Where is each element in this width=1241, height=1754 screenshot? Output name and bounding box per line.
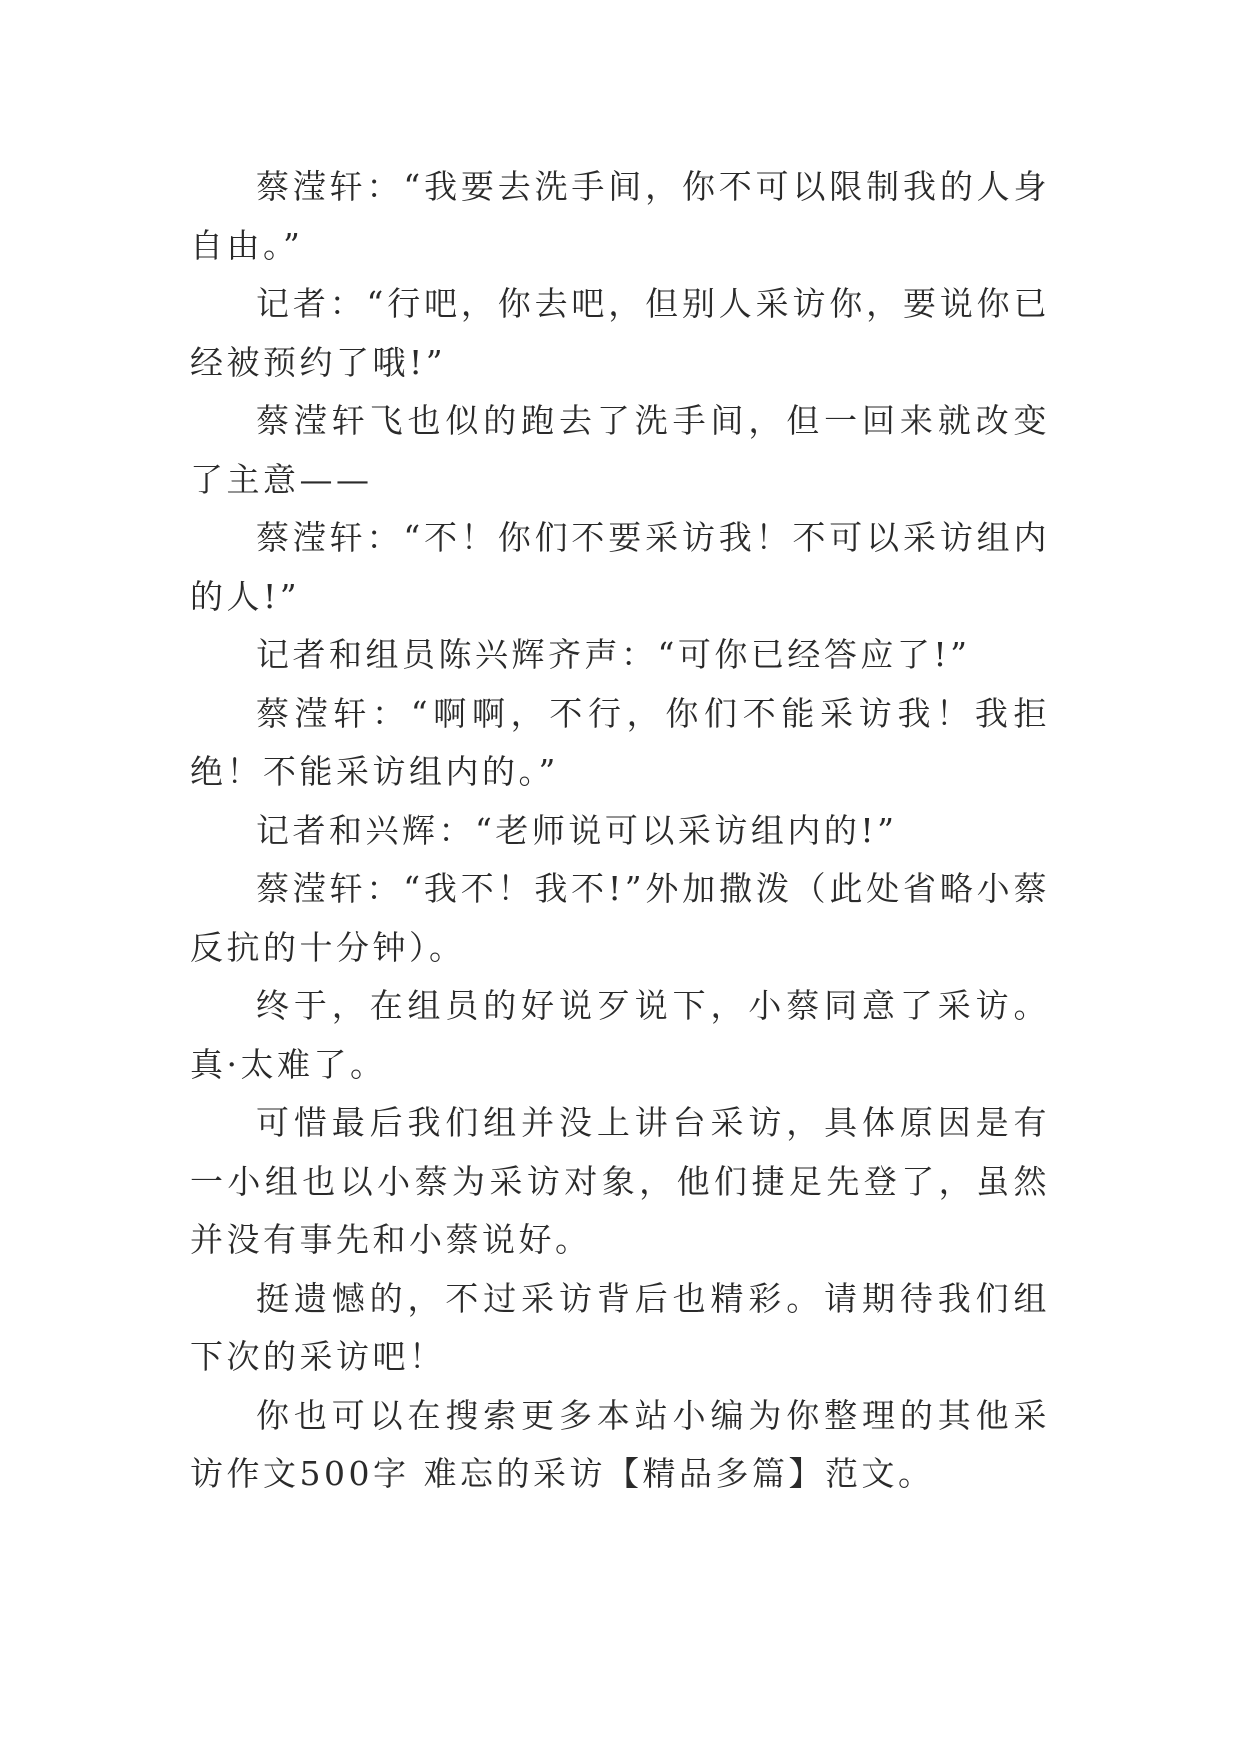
paragraph: 挺遗憾的，不过采访背后也精彩。请期待我们组下次的采访吧！ (190, 1278, 1050, 1376)
paragraph: 记者和组员陈兴辉齐声：“可你已经答应了!” (256, 635, 971, 674)
paragraph: 蔡滢轩：“我不！我不!”外加撒泼（此处省略小蔡反抗的十分钟）。 (190, 869, 1050, 967)
paragraph: 记者：“行吧，你去吧，但别人采访你，要说你已经被预约了哦!” (190, 284, 1050, 382)
paragraph: 蔡滢轩：“我要去洗手间，你不可以限制我的人身自由。” (190, 167, 1050, 265)
paragraph: 蔡滢轩飞也似的跑去了洗手间，但一回来就改变了主意—— (190, 401, 1050, 499)
paragraph: 蔡滢轩：“不！你们不要采访我！不可以采访组内的人!” (190, 518, 1050, 616)
paragraph: 记者和兴辉：“老师说可以采访组内的!” (256, 810, 898, 850)
document-body (190, 158, 1050, 1504)
paragraph: 终于，在组员的好说歹说下，小蔡同意了采访。真·太难了。 (190, 986, 1050, 1084)
paragraph: 你也可以在搜索更多本站小编为你整理的其他采访作文500字 难忘的采访【精品多篇】范文。 (190, 1395, 1050, 1493)
paragraph: 蔡滢轩：“啊啊，不行，你们不能采访我！我拒绝！不能采访组内的。” (190, 693, 1050, 791)
paragraph: 可惜最后我们组并没上讲台采访，具体原因是有一小组也以小蔡为采访对象，他们捷足先登了，虽然并没有事先和小蔡说好。 (190, 1103, 1050, 1259)
